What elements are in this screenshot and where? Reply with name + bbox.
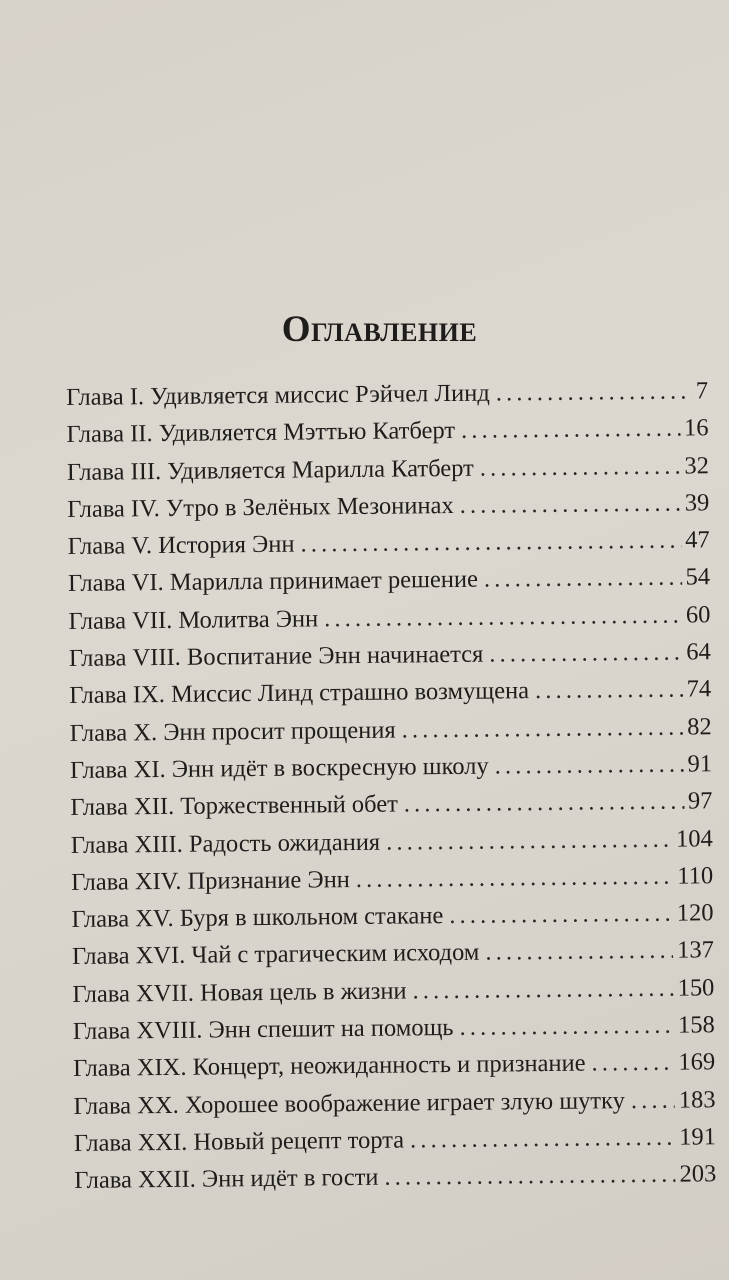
- chapter-title: Глава XVIII. Энн спешит на помощь: [72, 1014, 454, 1046]
- dot-leader: [402, 713, 684, 744]
- page-number: 60: [685, 601, 711, 629]
- dot-leader: [496, 377, 692, 407]
- chapter-title: Глава III. Удивляется Марилла Катберт: [66, 454, 474, 486]
- chapter-title: Глава VII. Молитва Энн: [68, 605, 319, 635]
- chapter-title: Глава V. История Энн: [67, 530, 295, 561]
- page-number: 169: [678, 1048, 716, 1076]
- dot-leader: [410, 1124, 675, 1155]
- page-number: 32: [684, 451, 710, 480]
- chapter-title: Глава IX. Миссис Линд страшно возмущена: [69, 677, 530, 710]
- dot-leader: [484, 564, 682, 594]
- chapter-title: Глава X. Энн просит прощения: [69, 716, 396, 747]
- dot-leader: [384, 1161, 675, 1192]
- page-number: 64: [686, 638, 711, 666]
- dot-leader: [412, 974, 673, 1005]
- dot-leader: [460, 489, 681, 519]
- page-number: 110: [677, 862, 714, 890]
- chapter-title: Глава XX. Хорошее воображение играет злую шутку: [73, 1086, 626, 1120]
- chapter-title: Глава I. Удивляется миссис Рэйчел Линд: [66, 379, 490, 411]
- table-of-contents: [66, 377, 717, 1204]
- dot-leader: [300, 527, 681, 559]
- chapter-title: Глава XXII. Энн идёт в гости: [74, 1164, 379, 1195]
- page-number: 16: [683, 414, 709, 442]
- dot-leader: [324, 601, 682, 633]
- chapter-title: Глава XIV. Признание Энн: [71, 865, 350, 896]
- chapter-title: Глава XIX. Концерт, неожиданность и признание: [73, 1049, 586, 1083]
- chapter-title: Глава XIII. Радость ожидания: [70, 828, 381, 859]
- dot-leader: [631, 1086, 675, 1114]
- page-number: 47: [685, 526, 710, 554]
- dot-leader: [480, 452, 681, 482]
- chapter-title: Глава VIII. Воспитание Энн начинается: [68, 640, 484, 673]
- page-number: 91: [687, 750, 713, 778]
- chapter-title: Глава XI. Энн идёт в воскресную школу: [69, 752, 489, 784]
- page-number: 82: [686, 712, 712, 741]
- dot-leader: [461, 415, 680, 445]
- page-number: 97: [687, 787, 713, 815]
- toc-entry: [74, 1160, 716, 1204]
- page-number: 7: [695, 377, 709, 405]
- page-number: 191: [679, 1123, 717, 1151]
- dot-leader: [485, 937, 673, 967]
- chapter-title: Глава II. Удивляется Мэттью Катберт: [66, 417, 456, 449]
- chapter-title: Глава IV. Утро в Зелёных Мезонинах: [67, 491, 454, 523]
- dot-leader: [459, 1012, 674, 1042]
- page-number: 137: [677, 936, 715, 965]
- dot-leader: [449, 900, 673, 930]
- dot-leader: [535, 676, 683, 706]
- page-number: 158: [677, 1011, 715, 1039]
- page-number: 120: [676, 899, 714, 927]
- page-number: 203: [679, 1160, 717, 1188]
- page-number: 150: [677, 973, 715, 1002]
- dot-leader: [489, 639, 682, 669]
- chapter-title: Глава XII. Торжественный обет: [70, 790, 398, 822]
- page-number: 74: [686, 675, 712, 703]
- page-number: 39: [684, 489, 710, 517]
- dot-leader: [495, 751, 684, 781]
- page-number: 54: [685, 563, 711, 592]
- chapter-title: Глава XVII. Новая цель в жизни: [72, 977, 407, 1008]
- chapter-title: Глава XV. Буря в школьном стакане: [71, 902, 444, 934]
- page-number: 183: [678, 1085, 716, 1114]
- page-title: Оглавление: [281, 309, 478, 350]
- chapter-title: Глава XVI. Чай с трагическим исходом: [71, 939, 480, 971]
- dot-leader: [591, 1049, 674, 1078]
- chapter-title: Глава XXI. Новый рецепт торта: [73, 1126, 405, 1157]
- chapter-title: Глава VI. Марилла принимает решение: [67, 566, 479, 598]
- dot-leader: [386, 825, 672, 856]
- dot-leader: [404, 788, 684, 819]
- page-number: 104: [675, 824, 713, 853]
- dot-leader: [356, 863, 674, 894]
